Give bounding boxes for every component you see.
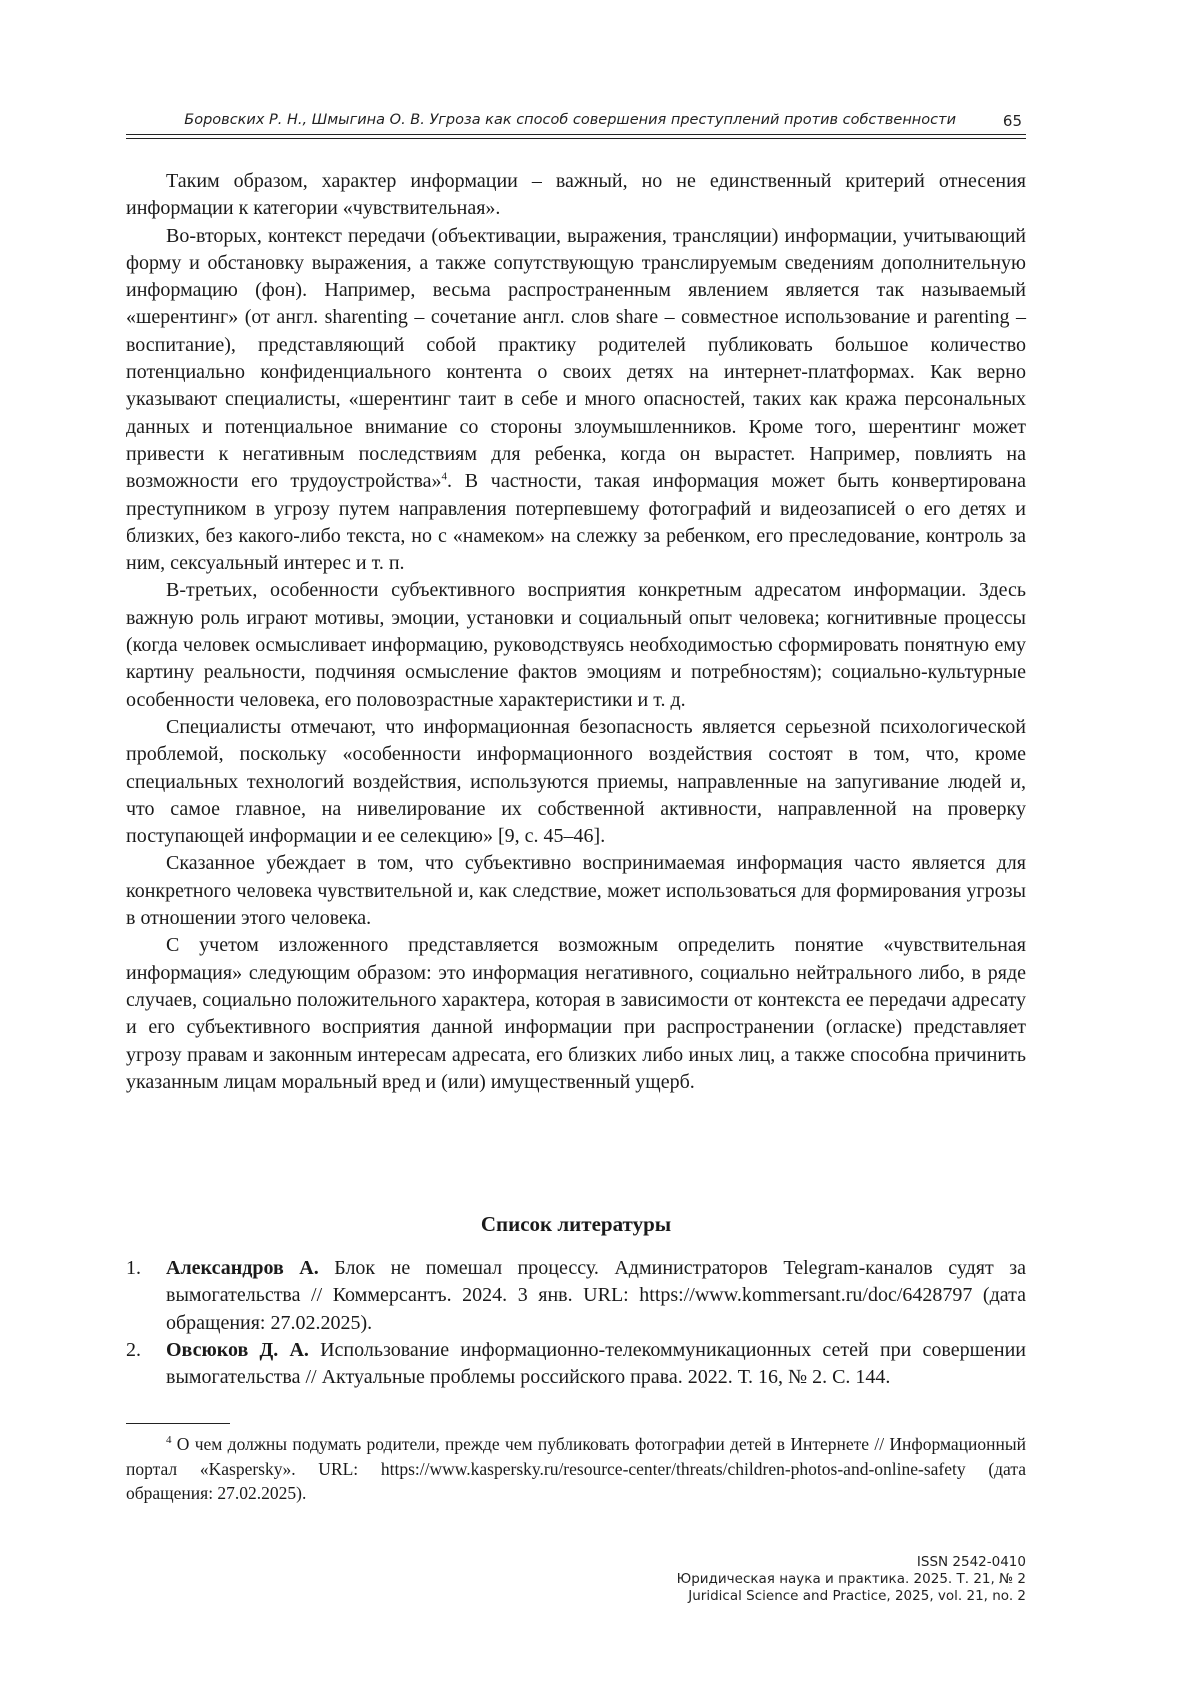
reference-text: Использование информационно-телекоммуникационных сетей при совершении вымогательства // Актуальные проблемы российского права. 2022. Т. 16, № 2. С. 144. xyxy=(166,1338,1026,1389)
paragraph-text: Во-вторых, контекст передачи (объективации, выражения, трансляции) информации, учитывающий форму и обстановку выражения, а также сопутствующую транслируемым сведениям дополнительную информацию (фон). Например, весьма распространенным явлением является так называемый «шерентинг» (от англ. sharenting – сочетание англ. слов share – совместное использование и parenting – воспитание), представляющий собой практику родителей публиковать большое количество потенциально конфиденциального контента о своих детях на интернет-платформах. Как верно указывают специалисты, «шерентинг таит в себе и много опасностей, таких как кража персональных данных и потенциальное внимание со стороны злоумышленников. Кроме того, шерентинг может привести к негативным последствиям для ребенка, когда он вырастет. Например, повлиять на возможности его трудоустройства» xyxy=(126,224,1026,493)
footnote-mark: 4 xyxy=(166,1434,172,1447)
reference-author: Овсюков Д. А. xyxy=(166,1338,309,1361)
reference-item xyxy=(126,1255,1026,1337)
footnote-separator xyxy=(126,1423,230,1424)
footnote-ref[interactable]: 4 xyxy=(441,470,448,483)
paragraph: В-третьих, особенности субъективного восприятия конкретным адресатом информации. Здесь важную роль играют мотивы, эмоции, установки и социальный опыт человека; когнитивные процессы (когда человек осмысливает информацию, руководствуясь необходимостью сформировать понятную ему картину реальности, подчиняя осмысление фактов эмоциям и потребностям); социально-культурные особенности человека, его половозрастные характеристики и т. д. xyxy=(126,579,1026,711)
reference-text: Блок не помешал процессу. Администраторов Telegram-каналов судят за вымогательства // Коммерсантъ. 2024. 3 янв. URL: https://www.kommersant.ru/doc/6428797 (дата обращения: 27.02.2025). xyxy=(166,1257,1027,1334)
journal-title-ru: Юридическая наука и практика. 2025. Т. 21, № 2 xyxy=(676,1571,1026,1587)
reference-item xyxy=(126,1337,1026,1392)
header-rule-thick xyxy=(126,134,1026,135)
paragraph-text: В частности, такая информация может быть конвертирована преступником в угрозу путем направления потерпевшему фотографий и видеозаписей о его детях и близких, без какого-либо текста, но с «намеком» на слежку за ребенком, его преследование, контроль за ним, сексуальный интерес и т. п. xyxy=(126,470,1027,575)
reference-number: 2. xyxy=(126,1338,141,1361)
journal-title-en: Juridical Science and Practice, 2025, vol. 21, no. 2 xyxy=(688,1588,1026,1604)
body-text xyxy=(126,168,1026,1096)
footnote-text: О чем должны подумать родители, прежде чем публиковать фотографии детей в Интернете // Информационный портал «Kaspersky». URL: https://www.kaspersky.ru/resource-center/threats/children-photos-and-online-safety (дата обращения: 27.02.2025). xyxy=(126,1434,1027,1503)
footnote xyxy=(126,1432,1026,1506)
reference-number: 1. xyxy=(126,1257,141,1279)
paragraph: Специалисты отмечают, что информационная безопасность является серьезной психологической проблемой, поскольку «особенности информационного воздействия состоят в том, что, кроме специальных технологий воздействия, используются приемы, направленные на запугивание людей и, что самое главное, на нивелирование их собственной активности, направленной на проверку поступающей информации и ее селекцию» [9, с. 45–46]. xyxy=(126,715,1026,848)
page-number: 65 xyxy=(1002,112,1022,130)
header-rule-thin xyxy=(126,138,1026,139)
paragraph: Во-вторых, контекст передачи (объективации, выражения, трансляции) информации, учитывающий форму и обстановку выражения, а также сопутствующую транслируемым сведениям дополнительную информацию (фон). Например, весьма распространенным явлением является так называемый «шерентинг» (от англ. sharenting – сочетание англ. слов share – совместное использование и parenting – воспитание), представляющий собой практику родителей публиковать большое количество потенциально конфиденциального контента о своих детях на интернет-платформах. Как верно указывают специалисты, «шерентинг таит в себе и много опасностей, таких как кража персональных данных и потенциальное внимание со стороны злоумышленников. Кроме того, шерентинг может привести к негативным последствиям для ребенка, когда он вырастет. Например, повлиять на возможности его трудоустройства»$^4$. В частности, такая информация может быть конвертирована преступником в угрозу путем направления потерпевшему фотографий и видеозаписей о его детях и близких, без какого-либо текста, но с «намеком» на слежку за ребенком, его преследование, контроль за ним, сексуальный интерес и т. п. xyxy=(126,224,1027,575)
reference-author: Александров А. xyxy=(166,1257,319,1279)
paragraph: Таким образом, характер информации – важный, но не единственный критерий отнесения информации к категории «чувствительная». xyxy=(126,170,1026,220)
references-list xyxy=(126,1255,1026,1391)
journal-imprint xyxy=(677,1554,1026,1605)
issn: ISSN 2542-0410 xyxy=(916,1554,1026,1570)
references-heading: Список литературы xyxy=(480,1212,672,1236)
running-title: Боровских Р. Н., Шмыгина О. В. Угроза как способ совершения преступлений против собственности xyxy=(184,112,956,128)
paragraph: С учетом изложенного представляется возможным определить понятие «чувствительная информация» следующим образом: это информация негативного, социально нейтрального либо, в ряде случаев, социально положительного характера, которая в зависимости от контекста ее передачи адресату и его субъективного восприятия данной информации при распространении (огласке) представляет угрозу правам и законным интересам адресата, его близких либо иных лиц, а также способна причинить указанным лицам моральный вред и (или) имущественный ущерб. xyxy=(126,934,1026,1093)
paragraph: Сказанное убеждает в том, что субъективно воспринимаемая информация часто является для конкретного человека чувствительной и, как следствие, может использоваться для формирования угрозы в отношении этого человека. xyxy=(126,852,1026,930)
